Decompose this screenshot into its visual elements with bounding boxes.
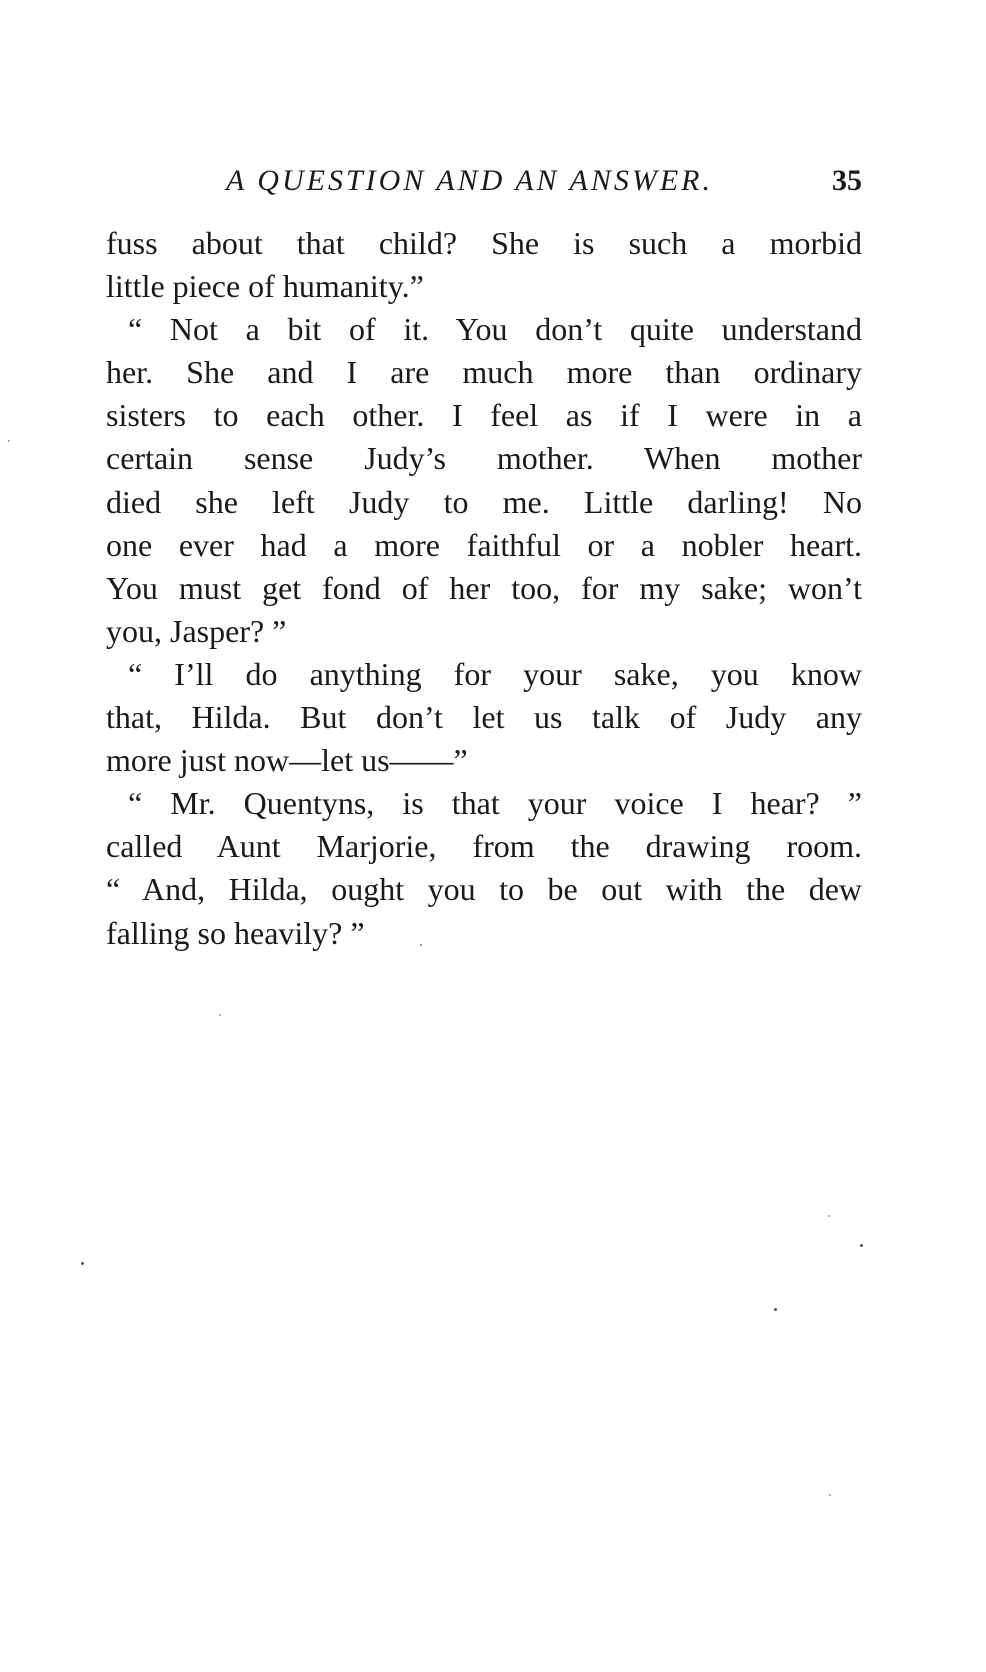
text-line: You must get fond of her too, for my sake; won’t <box>106 569 862 606</box>
scan-speck <box>774 1308 777 1311</box>
text-line: little piece of humanity.” <box>106 268 424 305</box>
scan-speck <box>860 1244 863 1247</box>
text-line: her. She and I are much more than ordinary <box>106 354 862 391</box>
text-line: more just now—let us——” <box>106 742 468 779</box>
scan-speck <box>219 1014 221 1016</box>
text-line: one ever had a more faithful or a nobler heart. <box>106 526 862 563</box>
text-line: “ Not a bit of it. You don’t quite understand <box>128 311 862 348</box>
text-line: called Aunt Marjorie, from the drawing room. <box>106 828 862 865</box>
text-line: that, Hilda. But don’t let us talk of Judy any <box>106 699 862 736</box>
running-title: A QUESTION AND AN ANSWER. <box>226 164 713 197</box>
text-line: “ I’ll do anything for your sake, you know <box>128 655 862 692</box>
text-line: “ And, Hilda, ought you to be out with the dew <box>106 871 862 908</box>
text-line: falling so heavily? ” <box>106 914 365 951</box>
text-line: you, Jasper? ” <box>106 612 287 649</box>
body-text <box>106 222 862 955</box>
scan-speck <box>420 944 422 946</box>
text-line: “ Mr. Quentyns, is that your voice I hear? ” <box>128 785 862 822</box>
page-number: 35 <box>832 164 862 197</box>
scan-speck <box>8 440 10 442</box>
scan-speck <box>829 1494 831 1496</box>
text-line: sisters to each other. I feel as if I were in a <box>106 397 862 434</box>
scan-speck <box>81 1262 84 1265</box>
text-line: certain sense Judy’s mother. When mother <box>106 440 862 477</box>
text-line: died she left Judy to me. Little darling! No <box>106 483 862 520</box>
running-head <box>106 164 862 208</box>
text-line: fuss about that child? She is such a morbid <box>106 225 862 261</box>
scan-speck <box>828 1215 830 1217</box>
